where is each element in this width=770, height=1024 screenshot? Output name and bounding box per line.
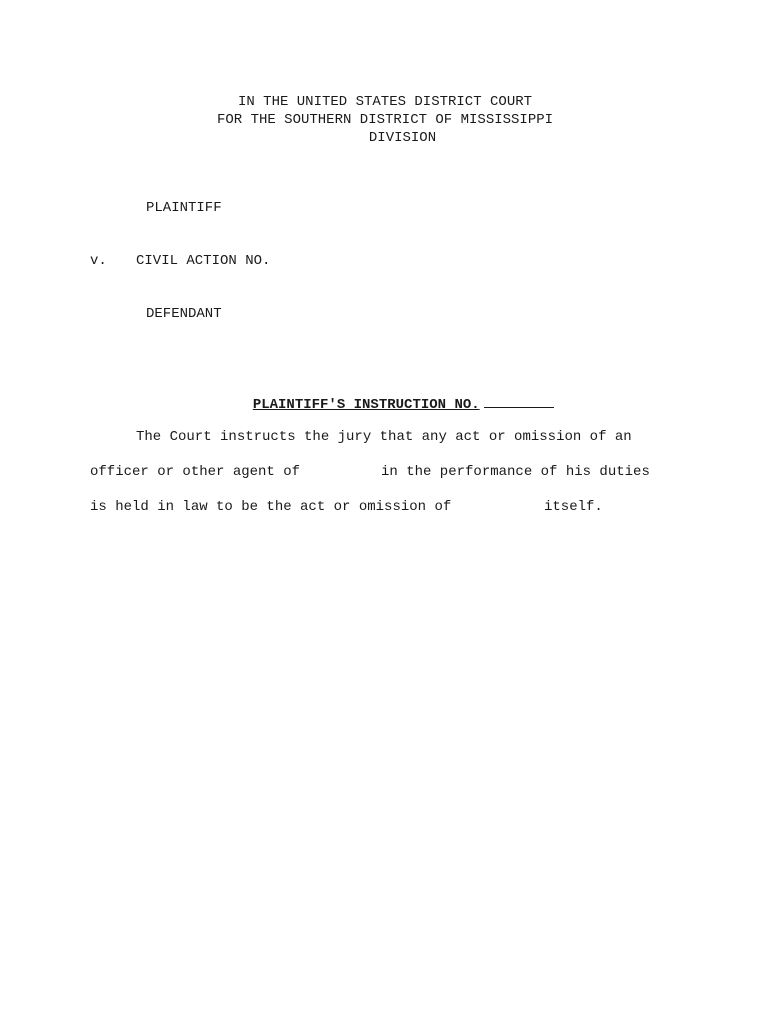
instruction-line-3-part-a: is held in law to be the act or omission of [90,499,452,515]
instruction-title [236,375,554,414]
instruction-line-2-part-b: in the performance of his duties [381,464,650,480]
instruction-line-1: The Court instructs the jury that any act or omission of an [136,429,632,445]
instruction-number-blank [484,393,554,408]
court-header [0,93,770,147]
defendant-label: DEFENDANT [146,306,222,322]
versus-label: v. [90,253,107,269]
court-header-line-2: FOR THE SOUTHERN DISTRICT OF MISSISSIPPI [216,112,554,128]
civil-action-label: CIVIL ACTION NO. [136,253,271,269]
court-header-line-1: IN THE UNITED STATES DISTRICT COURT [237,94,533,110]
plaintiff-label: PLAINTIFF [146,200,222,216]
instruction-line-2-part-a: officer or other agent of [90,464,301,480]
court-header-division: DIVISION [368,130,437,146]
instruction-line-3-part-b: itself. [544,499,603,515]
instruction-title-text: PLAINTIFF'S INSTRUCTION NO. [252,397,480,413]
